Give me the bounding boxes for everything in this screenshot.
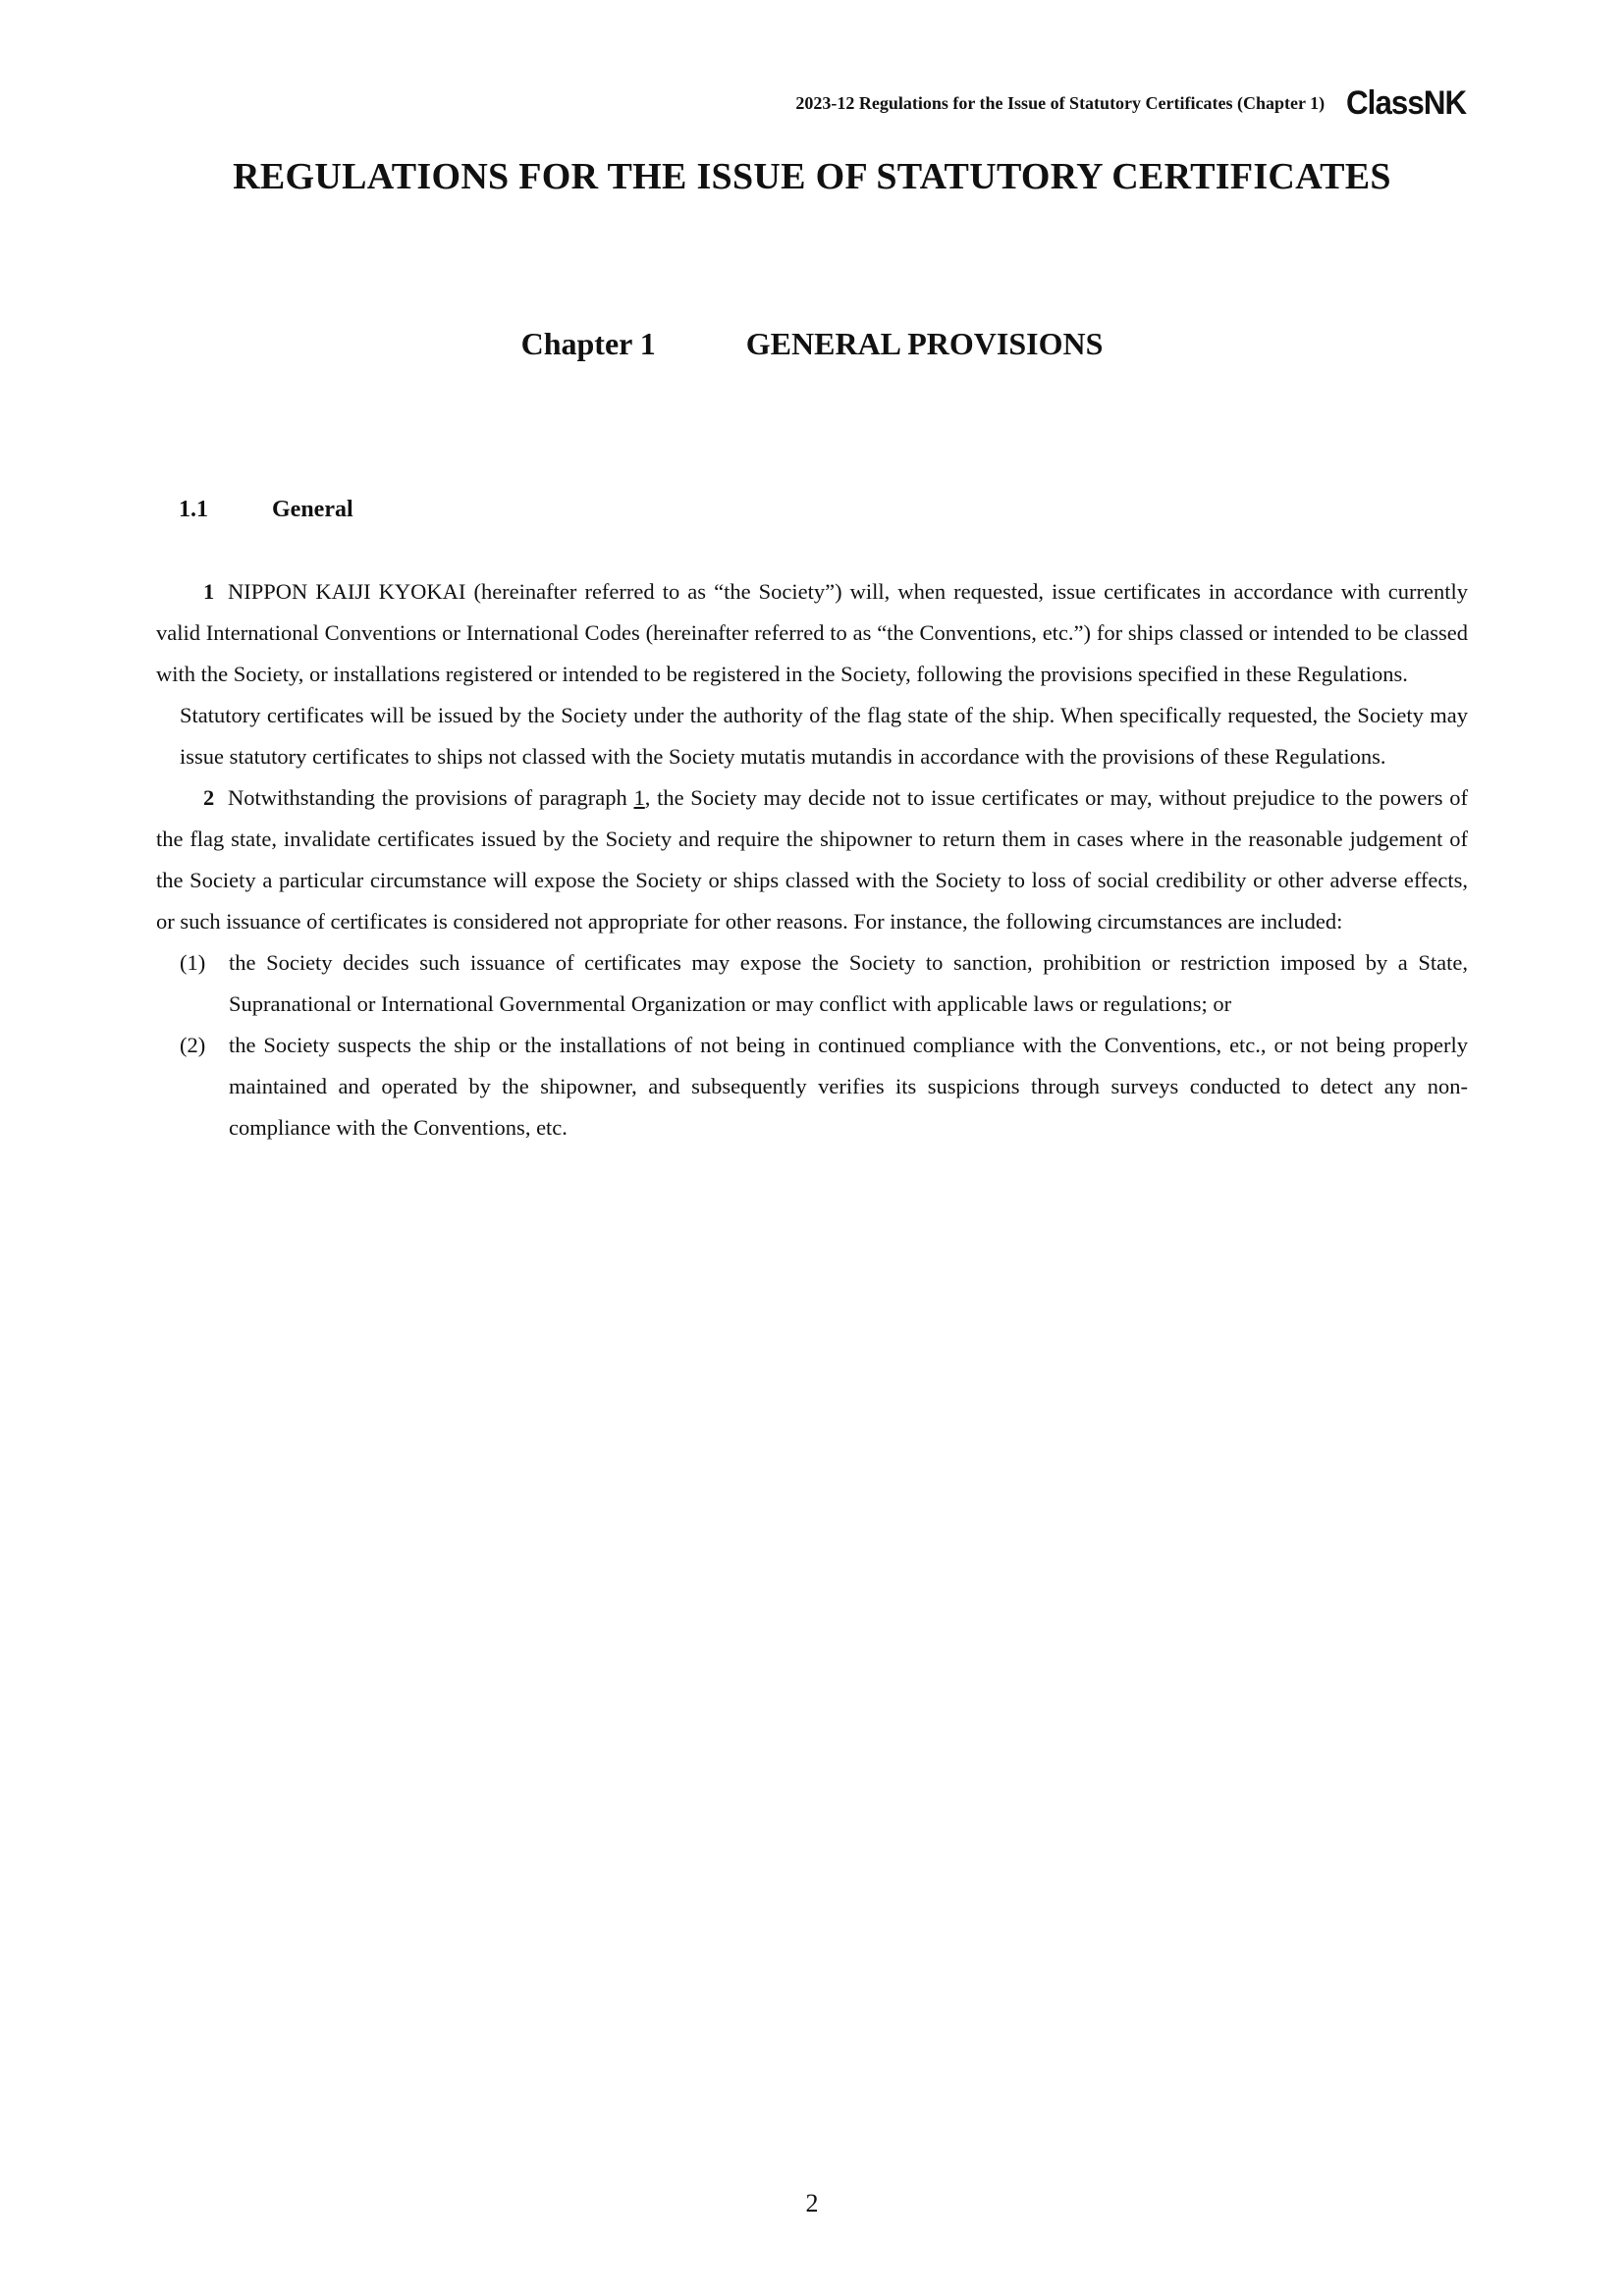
running-header-title: 2023-12 Regulations for the Issue of Statutory Certificates (Chapter 1) <box>795 92 1326 113</box>
list-item-marker: (2) <box>180 1033 206 1057</box>
paragraph-text: NIPPON KAIJI KYOKAI (hereinafter referred to as “the Society”) will, when requested, issue certificates in accordance with currently valid International Conventions or International Codes (hereinafter referred to as “the Conventions, etc.”) for ships classed or intended to be classed with the Society, or installations registered or intended to be registered in the Society, following the provisions specified in these Regulations. <box>156 579 1468 686</box>
paragraph-text-before-ref: Notwithstanding the provisions of paragraph <box>228 785 634 810</box>
paragraph-1-continuation <box>156 695 1468 777</box>
list-item-text: the Society suspects the ship or the installations of not being in continued compliance with the Conventions, etc., or not being properly maintained and operated by the shipowner, and subsequently verifies its suspicions through surveys conducted to detect any non-compliance with the Conventions, etc. <box>229 1033 1468 1140</box>
paragraph-reference-link[interactable]: 1 <box>633 785 645 810</box>
page-number: 2 <box>805 2189 819 2217</box>
paragraph-number: 2 <box>203 785 215 810</box>
list-item <box>156 942 1468 1025</box>
list-item-marker: (1) <box>180 950 206 975</box>
paragraph-2 <box>156 777 1468 942</box>
chapter-heading <box>0 326 1624 362</box>
document-title: REGULATIONS FOR THE ISSUE OF STATUTORY CERTIFICATES <box>233 156 1391 197</box>
section-number: 1.1 <box>179 497 208 522</box>
paragraph-number: 1 <box>203 579 215 604</box>
section-heading <box>179 497 353 523</box>
chapter-title: GENERAL PROVISIONS <box>745 326 1104 361</box>
section-title: General <box>272 497 353 522</box>
list-item-text: the Society decides such issuance of certificates may expose the Society to sanction, prohibition or restriction imposed by a State, Supranational or International Governmental Organization or may conflict with applicable laws or regulations; or <box>229 950 1468 1016</box>
body-text <box>156 571 1468 1148</box>
paragraph-text-after-ref: , the Society may decide not to issue certificates or may, without prejudice to the powers of the flag state, invalidate certificates issued by the Society and require the shipowner to return them in cases where in the reasonable judgement of the Society a particular circumstance will expose the Society or ships classed with the Society to loss of social credibility or other adverse effects, or such issuance of certificates is considered not appropriate for other reasons. For instance, the following circumstances are included: <box>156 785 1468 934</box>
paragraph-1 <box>156 571 1468 695</box>
chapter-number: Chapter 1 <box>520 326 656 361</box>
list-item <box>156 1025 1468 1148</box>
classnk-logo: ClassNK <box>1346 84 1467 122</box>
running-header <box>795 86 1477 120</box>
paragraph-text: Statutory certificates will be issued by the Society under the authority of the flag state of the ship. When specifically requested, the Society may issue statutory certificates to ships not classed with the Society mutatis mutandis in accordance with the provisions of these Regulations. <box>180 703 1468 769</box>
